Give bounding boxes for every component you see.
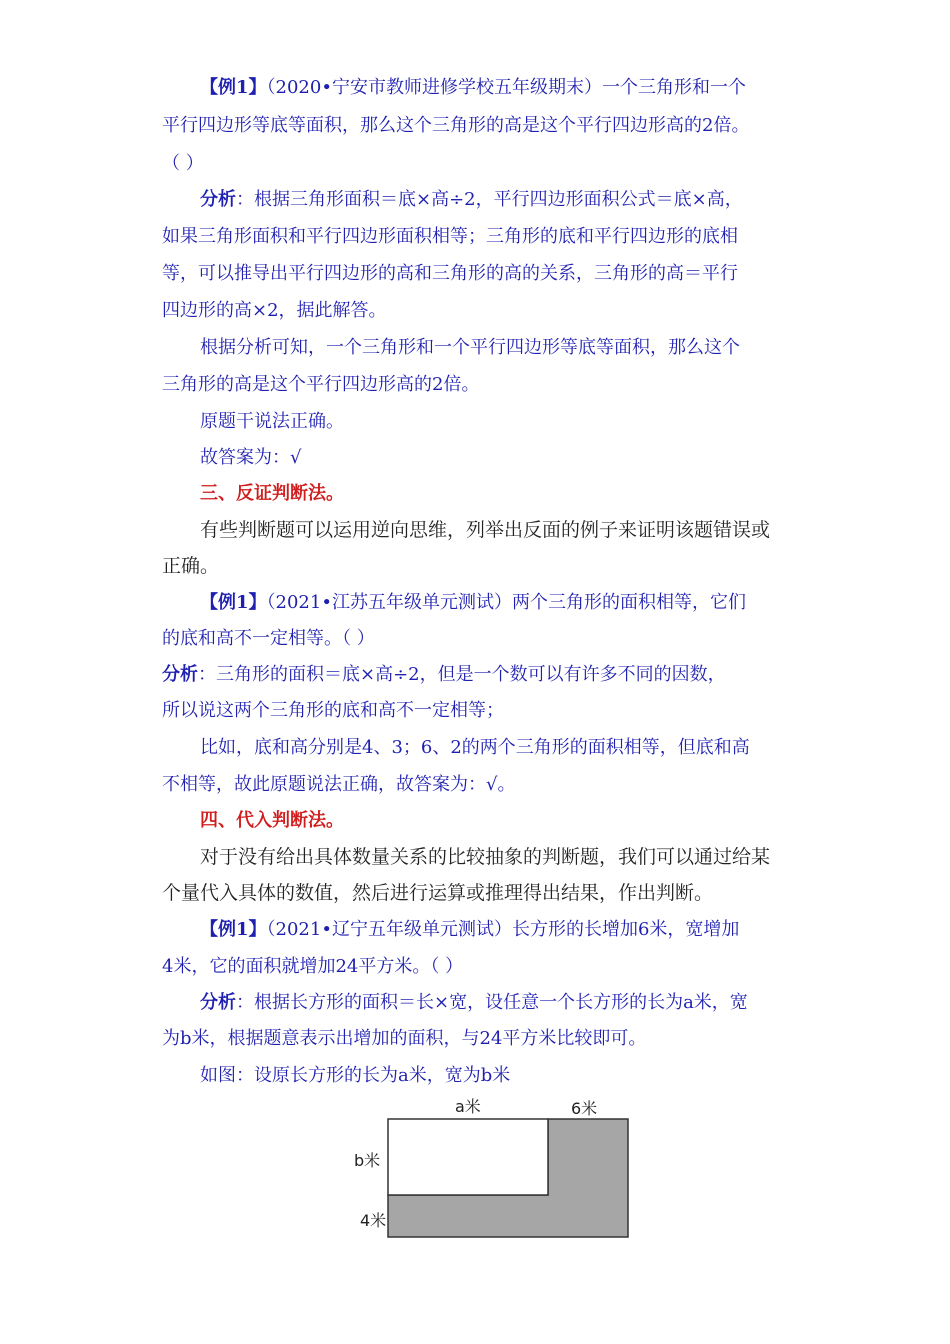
example1-analysis-line2: 如果三角形面积和平行四边形面积相等；三角形的底和平行四边形的底相	[162, 226, 738, 247]
example3-analysis-line1: 分析：根据长方形的面积＝长×宽，设任意一个长方形的长为a米，宽	[200, 992, 748, 1013]
example-tag: 【例1】	[200, 919, 267, 940]
section4-desc-line1: 对于没有给出具体数量关系的比较抽象的判断题，我们可以通过给某	[200, 846, 771, 868]
example2-analysis-line2: 所以说这两个三角形的底和高不一定相等；	[162, 700, 504, 721]
section3-desc-line2: 正确。	[162, 555, 220, 577]
label-4: 4米	[360, 1211, 387, 1230]
example2-solution-line1: 比如，底和高分别是4、3；6、2的两个三角形的面积相等，但底和高	[200, 737, 750, 758]
section4-heading: 四、代入判断法。	[200, 810, 344, 831]
example1-solution-line1: 根据分析可知，一个三角形和一个平行四边形等底等面积，那么这个	[200, 337, 740, 358]
rectangle-diagram	[340, 1090, 640, 1250]
example-tag: 【例1】	[200, 77, 267, 98]
example3-question-line1: 【例1】（2021•辽宁五年级单元测试）长方形的长增加6米，宽增加	[200, 919, 740, 940]
label-a: a米	[455, 1097, 481, 1116]
example1-analysis-line3: 等，可以推导出平行四边形的高和三角形的高的关系，三角形的高＝平行	[162, 263, 738, 284]
example3-figure-intro: 如图：设原长方形的长为a米，宽为b米	[200, 1065, 511, 1086]
example1-question-line2: 平行四边形等底等面积，那么这个三角形的高是这个平行四边形高的2倍。	[162, 115, 750, 136]
label-6: 6米	[571, 1099, 598, 1118]
example1-answer: 故答案为：√	[200, 447, 302, 468]
section3-desc-line1: 有些判断题可以运用逆向思维，列举出反面的例子来证明该题错误或	[200, 519, 771, 541]
example2-question-line2: 的底和高不一定相等。（ ）	[162, 628, 375, 649]
analysis-label: 分析	[200, 189, 236, 210]
example1-solution-line2: 三角形的高是这个平行四边形高的2倍。	[162, 374, 480, 395]
example3-analysis-line2: 为b米，根据题意表示出增加的面积，与24平方米比较即可。	[162, 1028, 647, 1049]
example1-analysis-line1: 分析：根据三角形面积＝底×高÷2，平行四边形面积公式＝底×高，	[200, 189, 743, 210]
example1-question-blank: （ ）	[162, 153, 204, 174]
analysis-label: 分析	[200, 992, 236, 1013]
example2-analysis-line1: 分析：三角形的面积＝底×高÷2，但是一个数可以有许多不同的因数，	[162, 664, 726, 685]
example-tag: 【例1】	[200, 592, 267, 613]
label-b: b米	[354, 1151, 381, 1170]
example2-question-line1: 【例1】（2021•江苏五年级单元测试）两个三角形的面积相等，它们	[200, 592, 746, 613]
section4-desc-line2: 个量代入具体的数值，然后进行运算或推理得出结果，作出判断。	[162, 882, 714, 904]
analysis-label: 分析	[162, 664, 198, 685]
example3-question-line2: 4米，它的面积就增加24平方米。（ ）	[162, 956, 464, 977]
original-rectangle	[388, 1119, 548, 1195]
section3-heading: 三、反证判断法。	[200, 483, 344, 504]
example1-analysis-line4: 四边形的高×2，据此解答。	[162, 300, 387, 321]
example1-question-line1: 【例1】（2020•宁安市教师进修学校五年级期末）一个三角形和一个	[200, 77, 746, 98]
example2-solution-line2: 不相等，故此原题说法正确，故答案为：√。	[162, 774, 516, 795]
example1-solution-line3: 原题干说法正确。	[200, 411, 344, 432]
